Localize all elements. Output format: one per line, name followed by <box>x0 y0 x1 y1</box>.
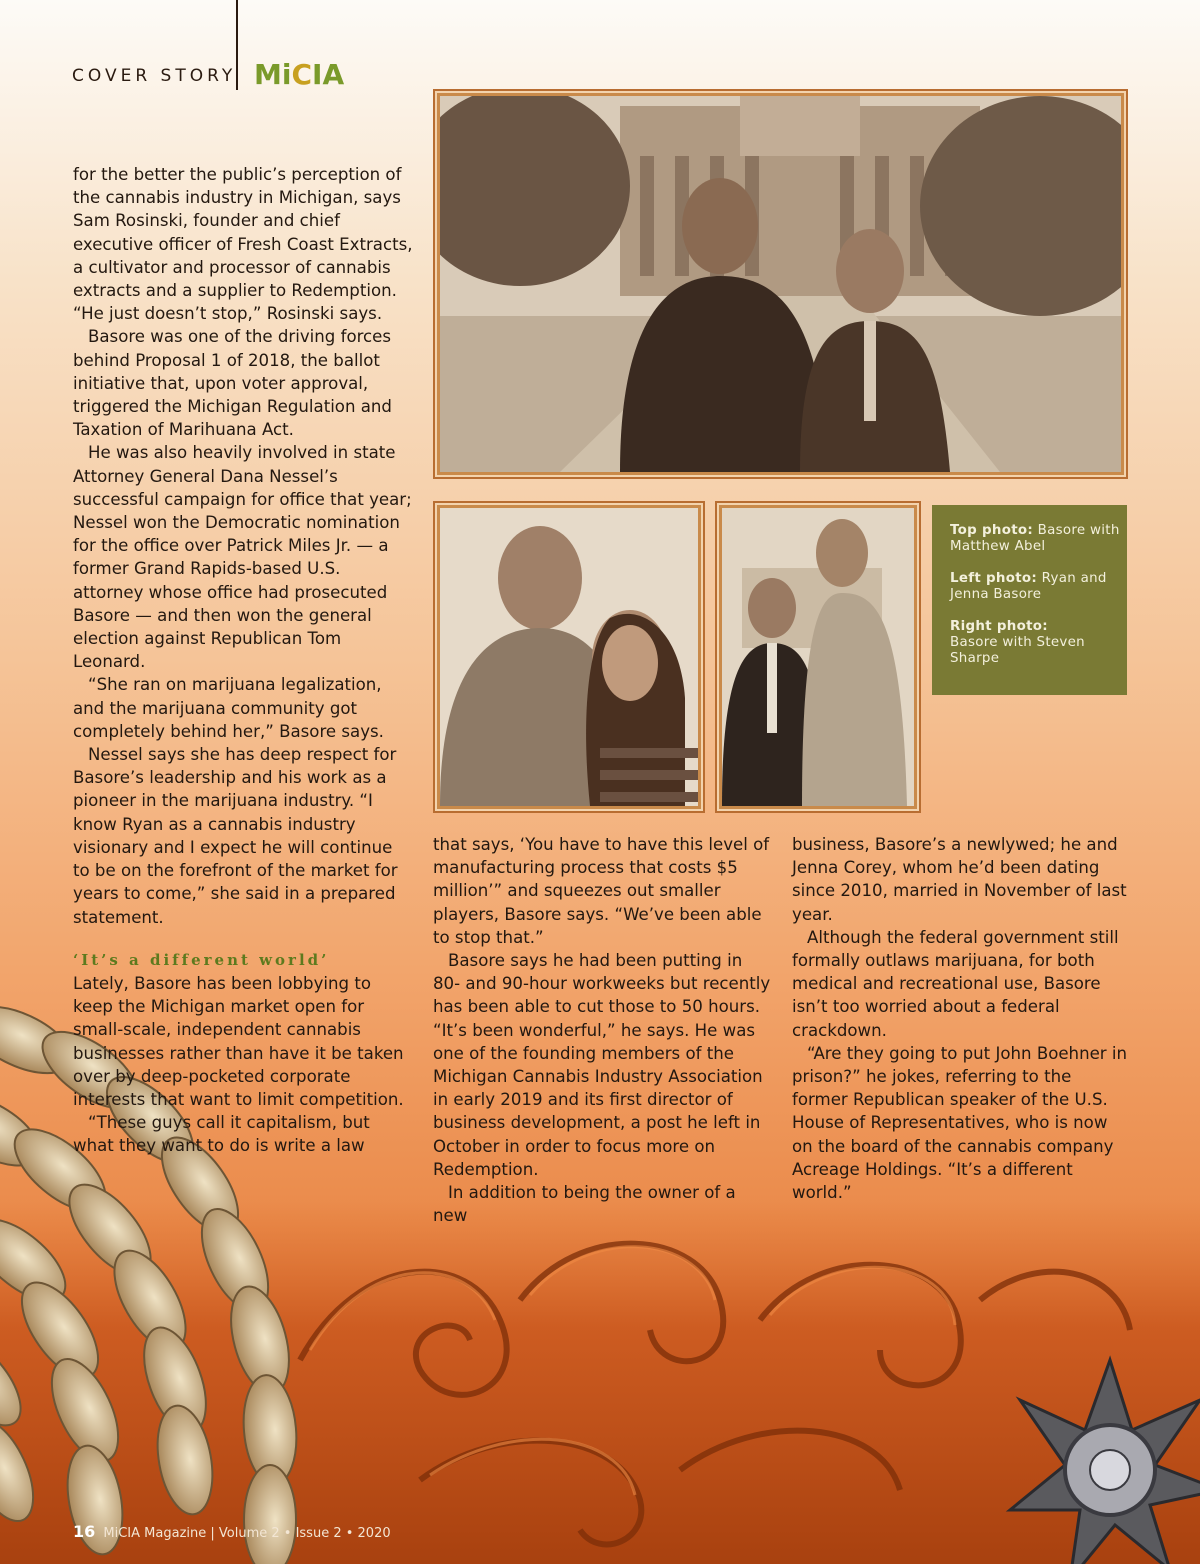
caption-top-label: Top photo: <box>950 523 1034 538</box>
caption-right-label: Right photo: <box>950 619 1048 634</box>
logo-accent: C <box>291 58 313 91</box>
article-column-3 <box>792 833 1132 1204</box>
paragraph: “These guys call it capitalism, but what they want to do is write a law <box>73 1113 370 1156</box>
caption-top <box>950 523 1127 555</box>
logo-main: Mi <box>254 58 292 91</box>
caption-left <box>950 571 1127 603</box>
paragraph: Lately, Basore has been lobbying to keep the Michigan market open for small-scale, independent cannabis businesses rather than have it be taken over by deep-pocketed corporate interests that want to limit competition. <box>73 973 404 1109</box>
caption-top-text: Basore with Matthew Abel <box>950 523 1120 554</box>
photo-caption-box <box>932 505 1127 695</box>
header-divider <box>236 0 238 90</box>
page-footer <box>73 1522 391 1541</box>
logo-tail: IA <box>312 58 345 91</box>
caption-left-label: Left photo: <box>950 571 1038 586</box>
section-label: COVER STORY <box>72 66 237 86</box>
photo-top-image <box>440 96 1121 472</box>
micia-logo <box>254 58 344 91</box>
caption-right <box>950 619 1127 667</box>
article-column-2 <box>433 833 773 1227</box>
paragraph: “Are they going to put John Boehner in prison?” he jokes, referring to the former Republican speaker of the U.S. House of Representatives, who is now on the board of the cannabis company Acreage Holdings. “It’s a different world.” <box>792 1043 1128 1203</box>
paragraph: Basore was one of the driving forces behind Proposal 1 of 2018, the ballot initiative that, upon voter approval, triggered the Michigan Regulation and Taxation of Marihuana Act. <box>73 327 392 440</box>
photo-right-two-men <box>719 505 917 809</box>
paragraph: business, Basore’s a newlywed; he and Jenna Corey, whom he’d been dating since 2010, married in November of last year. <box>792 835 1127 924</box>
caption-right-text: Basore with Steven Sharpe <box>950 635 1085 666</box>
photo-left-image <box>440 508 698 806</box>
paragraph: Although the federal government still formally outlaws marijuana, for both medical and recreational use, Basore isn’t too worried about a federal crackdown. <box>792 927 1119 1040</box>
article-column-1 <box>73 163 413 1158</box>
footer-text: MiCIA Magazine | Volume 2 • Issue 2 • 2020 <box>103 1526 391 1541</box>
paragraph: He was also heavily involved in state Attorney General Dana Nessel’s successful campaign for office that year; Nessel won the Democratic nomination for the office over Patrick Miles Jr. — a former Grand Rapids-based U.S. attorney whose office had prosecuted Basore — and then won the general election against Republican Tom Leonard. <box>73 443 412 672</box>
paragraph: Basore says he had been putting in 80- and 90-hour workweeks but recently has been able to cut those to 50 hours. “It’s been wonderful,” he says. He was one of the founding members of the Michigan Cannabis Industry Association in early 2019 and its first director of business development, a post he left in October in order to focus more on Redemption. <box>433 951 771 1179</box>
paragraph: for the better the public’s perception of the cannabis industry in Michigan, says Sam Rosinski, founder and chief executive officer of Fresh Coast Extracts, a cultivator and processor of cannabis extracts and a supplier to Redemption. “He just doesn’t stop,” Rosinski says. <box>73 165 413 324</box>
paragraph: that says, ‘You have to have this level of manufacturing process that costs $5 million’” and squeezes out smaller players, Basore says. “We’ve been able to stop that.” <box>433 835 770 947</box>
caption-left-text: Ryan and Jenna Basore <box>950 571 1107 602</box>
paragraph: Nessel says she has deep respect for Basore’s leadership and his work as a pioneer in the marijuana industry. “I know Ryan as a cannabis industry visionary and I expect he will continue to be on the forefront of the market for years to come,” she said in a prepared statement. <box>73 745 398 927</box>
photo-left-couple <box>437 505 701 809</box>
paragraph: In addition to being the owner of a new <box>433 1183 736 1226</box>
page-number: 16 <box>73 1522 96 1541</box>
photo-right-image <box>722 508 914 806</box>
section-subhead: ‘It’s a different world’ <box>73 950 330 969</box>
paragraph: “She ran on marijuana legalization, and the marijuana community got completely behind her,” Basore says. <box>73 675 384 741</box>
photo-top-capitol <box>437 93 1124 475</box>
